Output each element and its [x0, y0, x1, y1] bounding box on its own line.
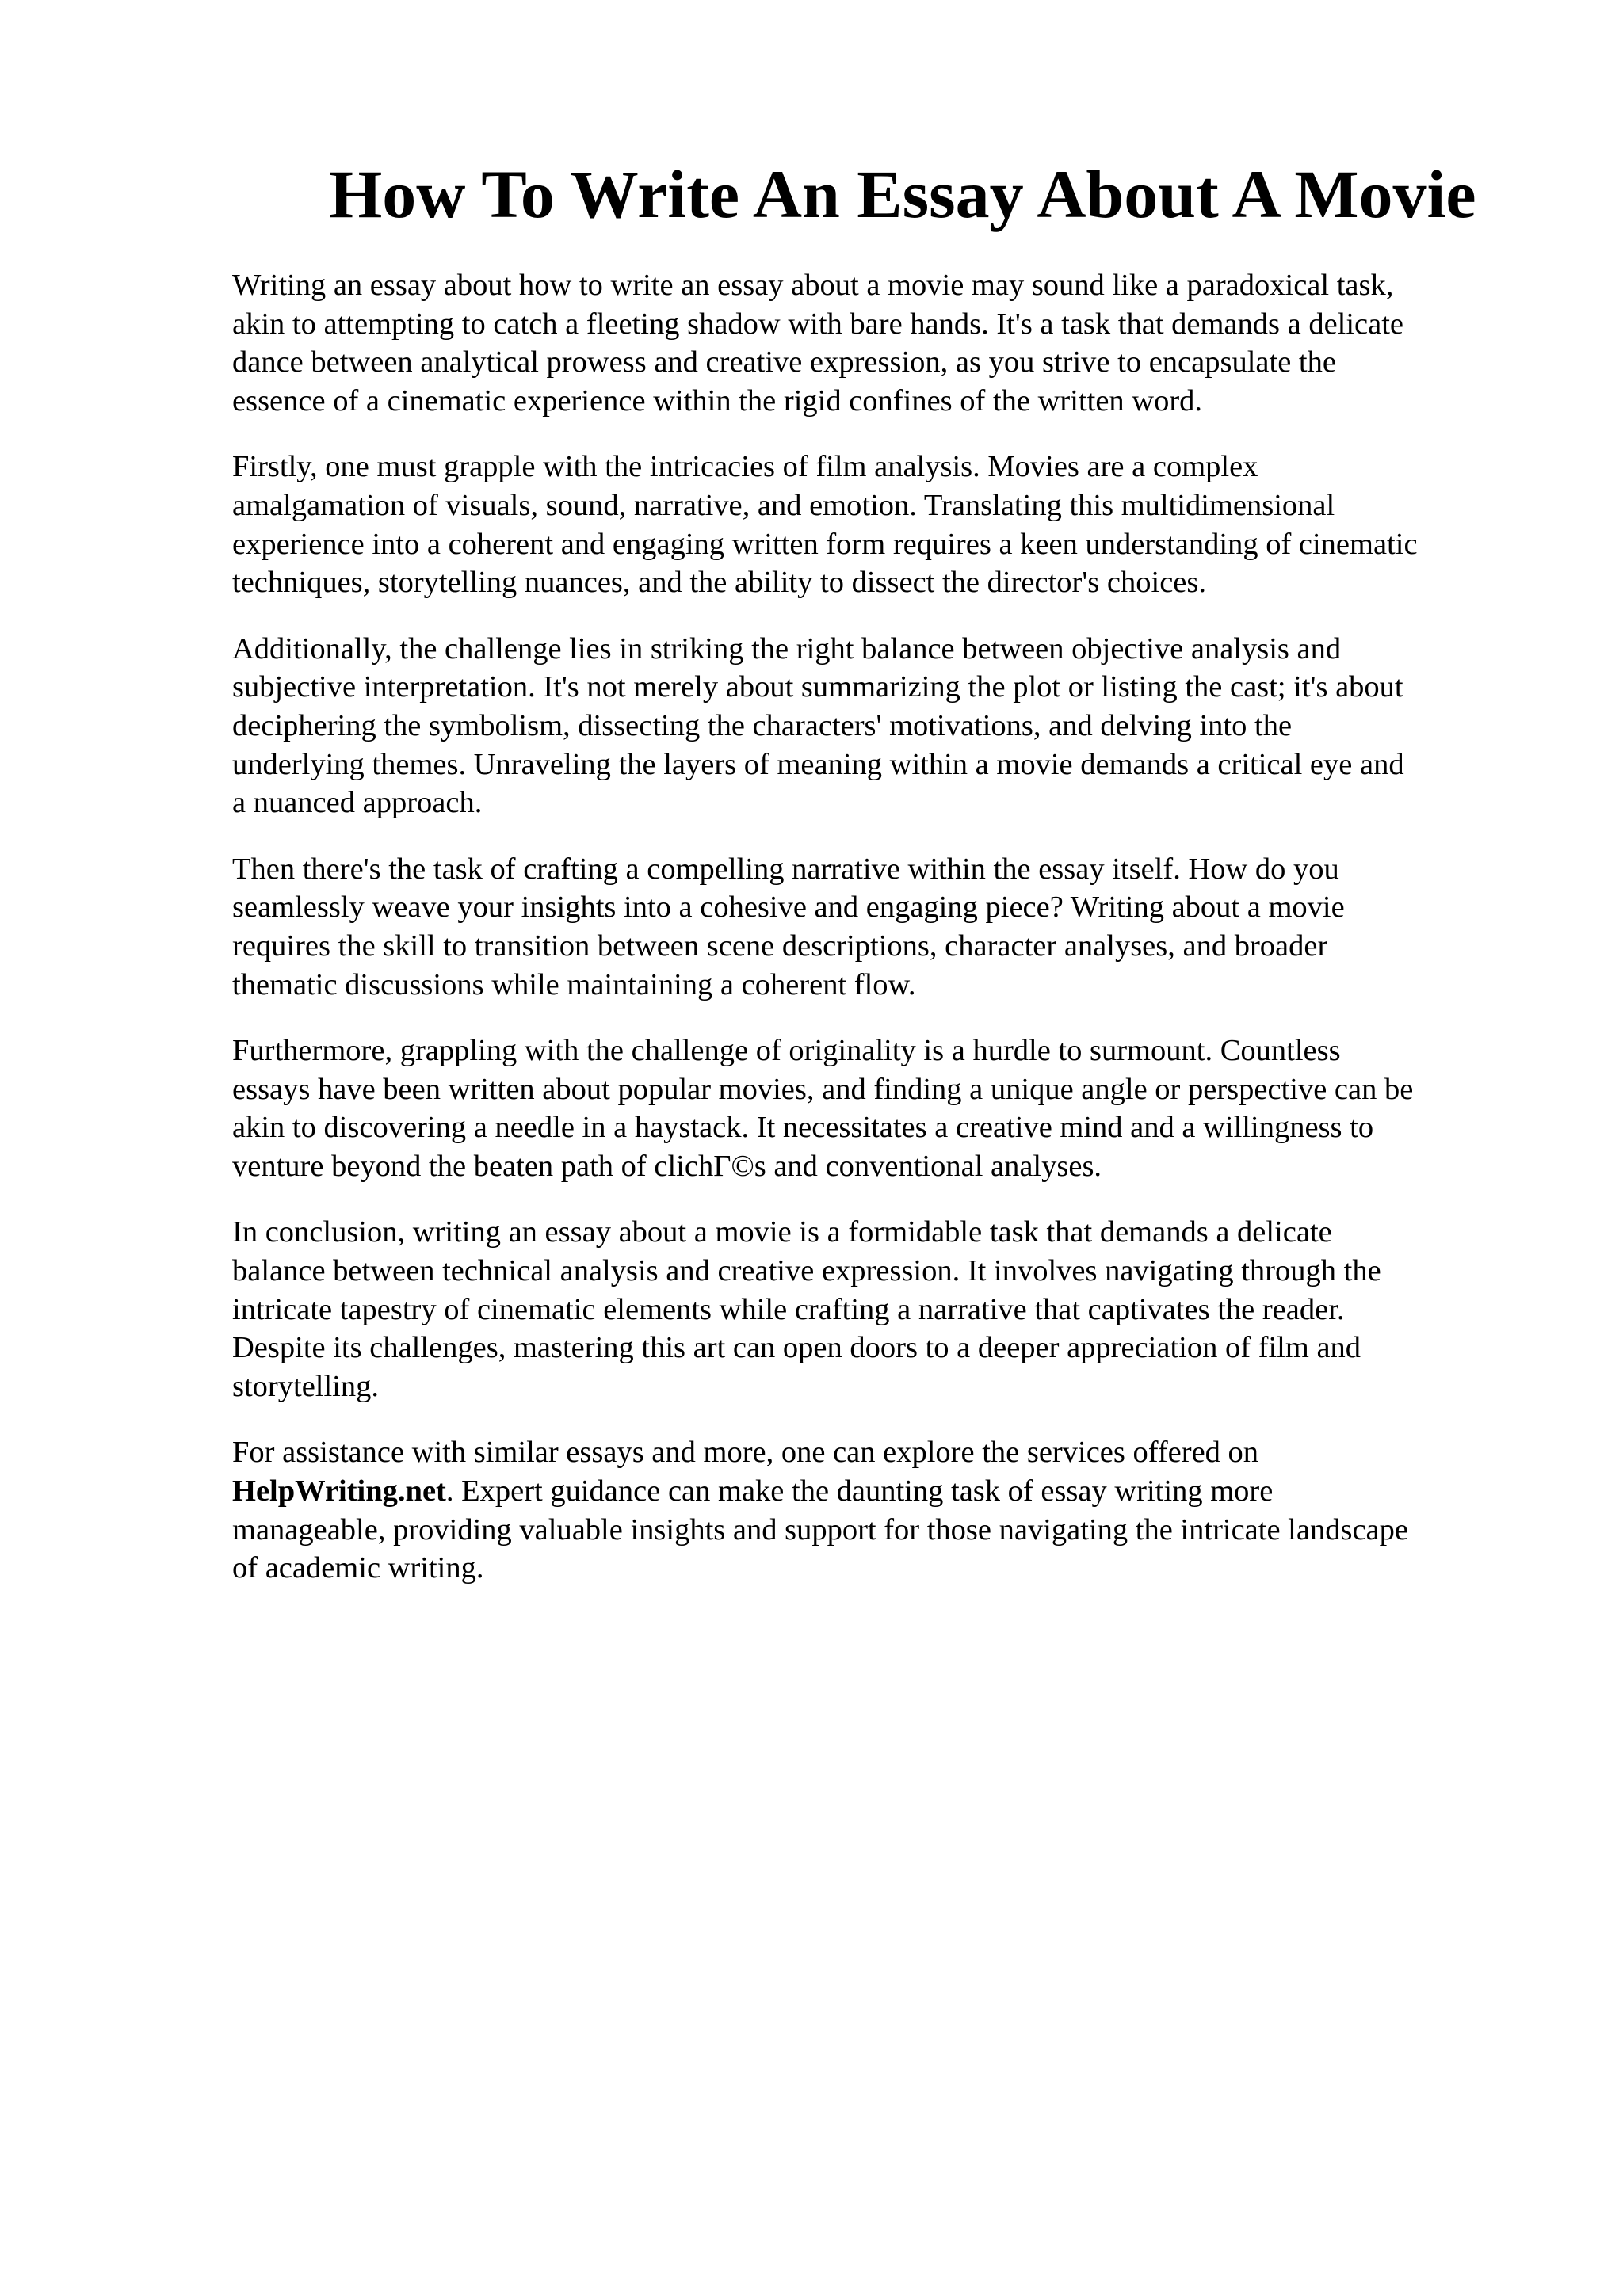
text-line: In conclusion, writing an essay about a movie is a formidable task that demands a delicate: [232, 1215, 1332, 1249]
text-line: thematic discussions while maintaining a coherent flow.: [232, 967, 916, 1001]
text-line: deciphering the symbolism, dissecting the characters' motivations, and delving into the: [232, 708, 1293, 742]
text-line: storytelling.: [232, 1369, 379, 1403]
text-line: Writing an essay about how to write an essay about a movie may sound like a paradoxical task,: [232, 269, 1394, 302]
text-line: essays have been written about popular movies, and finding a unique angle or perspective can be: [232, 1072, 1414, 1106]
paragraph-6: [232, 1213, 1516, 1405]
text-line: Furthermore, grappling with the challenge of originality is a hurdle to surmount. Countless: [232, 1034, 1341, 1068]
closing-paragraph: [232, 1433, 1516, 1587]
paragraph-3: [232, 630, 1516, 822]
text-line: of academic writing.: [232, 1551, 484, 1585]
text-line: balance between technical analysis and creative expression. It involves navigating through the: [232, 1254, 1381, 1288]
text-line: experience into a coherent and engaging written form requires a keen understanding of cinematic: [232, 527, 1418, 561]
brand-name: HelpWriting.net: [232, 1474, 446, 1508]
text-line: venture beyond the beaten path of clichΓ©s and conventional analyses.: [232, 1149, 1102, 1183]
essay-body: [232, 266, 1516, 1615]
text-line: Then there's the task of crafting a compelling narrative within the essay itself. How do you: [232, 852, 1339, 886]
text-line: Despite its challenges, mastering this art can open doors to a deeper appreciation of film and: [232, 1331, 1361, 1365]
text-line: underlying themes. Unraveling the layers of meaning within a movie demands a critical eye and: [232, 747, 1404, 781]
text-line: [232, 1472, 1516, 1511]
text-fragment: . Expert guidance can make the daunting task of essay writing more: [445, 1474, 1274, 1508]
paragraph-1: [232, 266, 1516, 420]
page-title: How To Write An Essay About A Movie: [329, 156, 1476, 232]
text-line: techniques, storytelling nuances, and the ability to dissect the director's choices.: [232, 566, 1206, 600]
text-line: a nuanced approach.: [232, 786, 483, 820]
paragraph-4: [232, 850, 1516, 1004]
text-line: intricate tapestry of cinematic elements while crafting a narrative that captivates the reader.: [232, 1292, 1345, 1326]
paragraph-2: [232, 448, 1516, 601]
text-line: subjective interpretation. It's not merely about summarizing the plot or listing the cast; it's about: [232, 670, 1403, 704]
text-line: Additionally, the challenge lies in striking the right balance between objective analysis and: [232, 631, 1342, 666]
text-line: akin to attempting to catch a fleeting shadow with bare hands. It's a task that demands a delicate: [232, 307, 1404, 341]
text-line: amalgamation of visuals, sound, narrative, and emotion. Translating this multidimensional: [232, 488, 1335, 522]
text-line: For assistance with similar essays and more, one can explore the services offered on: [232, 1436, 1259, 1470]
text-line: essence of a cinematic experience within the rigid confines of the written word.: [232, 383, 1203, 418]
text-line: Firstly, one must grapple with the intricacies of film analysis. Movies are a complex: [232, 450, 1258, 484]
text-line: akin to discovering a needle in a haystack. It necessitates a creative mind and a willingness to: [232, 1111, 1374, 1145]
text-line: requires the skill to transition between scene descriptions, character analyses, and broader: [232, 929, 1328, 963]
text-line: seamlessly weave your insights into a cohesive and engaging piece? Writing about a movie: [232, 891, 1345, 925]
text-line: manageable, providing valuable insights and support for those navigating the intricate landscape: [232, 1512, 1408, 1547]
paragraph-5: [232, 1032, 1516, 1185]
text-line: dance between analytical prowess and creative expression, as you strive to encapsulate the: [232, 345, 1336, 379]
